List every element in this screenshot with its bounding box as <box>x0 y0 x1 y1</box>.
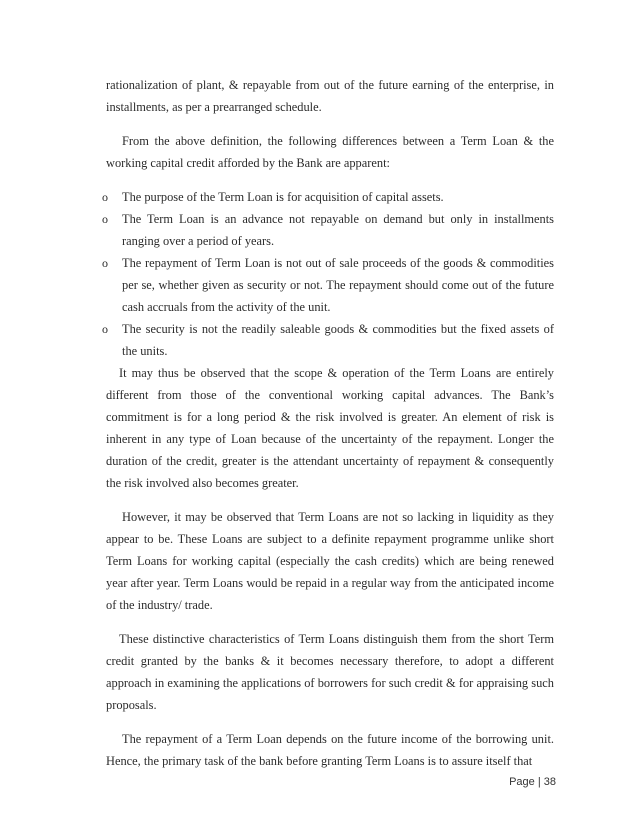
list-item-text: The purpose of the Term Loan is for acquisition of capital assets. <box>122 190 444 204</box>
paragraph-scope-operation: It may thus be observed that the scope & operation of the Term Loans are entirely different from those of the conventional working capital advances. The Bank’s commitment is for a long period & the risk involved is greater. An element of risk is inherent in any type of Loan because of the uncertainty of the repayment. Longer the duration of the credit, greater is the attendant uncertainty of repayment & consequently the risk involved also becomes greater. <box>106 366 554 490</box>
list-item-text: The repayment of Term Loan is not out of sale proceeds of the goods & commodities per se, whether given as security or not. The repayment should come out of the future cash accruals from the activity of the unit. <box>122 256 554 314</box>
differences-list <box>102 186 554 362</box>
paragraph-continued: rationalization of plant, & repayable from out of the future earning of the enterprise, in installments, as per a prearranged schedule. <box>106 78 554 114</box>
bullet-marker: o <box>102 212 108 226</box>
paragraph-distinctive-characteristics: These distinctive characteristics of Term Loans distinguish them from the short Term credit granted by the banks & it becomes necessary therefore, to adopt a different approach in examining the applications of borrowers for such credit & for appraising such proposals. <box>106 632 554 712</box>
list-item <box>102 186 554 208</box>
page-number: Page | 38 <box>509 776 556 788</box>
list-item-text: The Term Loan is an advance not repayable on demand but only in installments ranging over a period of years. <box>122 212 554 248</box>
page-body <box>102 74 554 772</box>
list-item <box>102 252 554 318</box>
list-item <box>102 318 554 362</box>
paragraph-liquidity: However, it may be observed that Term Loans are not so lacking in liquidity as they appear to be. These Loans are subject to a definite repayment programme unlike short Term Loans for working capital (especially the cash credits) which are being renewed year after year. Term Loans would be repaid in a regular way from the anticipated income of the industry/ trade. <box>106 510 554 612</box>
paragraph-repayment: The repayment of a Term Loan depends on the future income of the borrowing unit. Hence, the primary task of the bank before granting Term Loans is to assure itself that <box>106 732 554 768</box>
list-item <box>102 208 554 252</box>
bullet-marker: o <box>102 190 108 204</box>
bullet-marker: o <box>102 322 108 336</box>
paragraph-definition-differences: From the above definition, the following differences between a Term Loan & the working capital credit afforded by the Bank are apparent: <box>106 134 554 170</box>
list-item-text: The security is not the readily saleable goods & commodities but the fixed assets of the units. <box>122 322 554 358</box>
bullet-marker: o <box>102 256 108 270</box>
